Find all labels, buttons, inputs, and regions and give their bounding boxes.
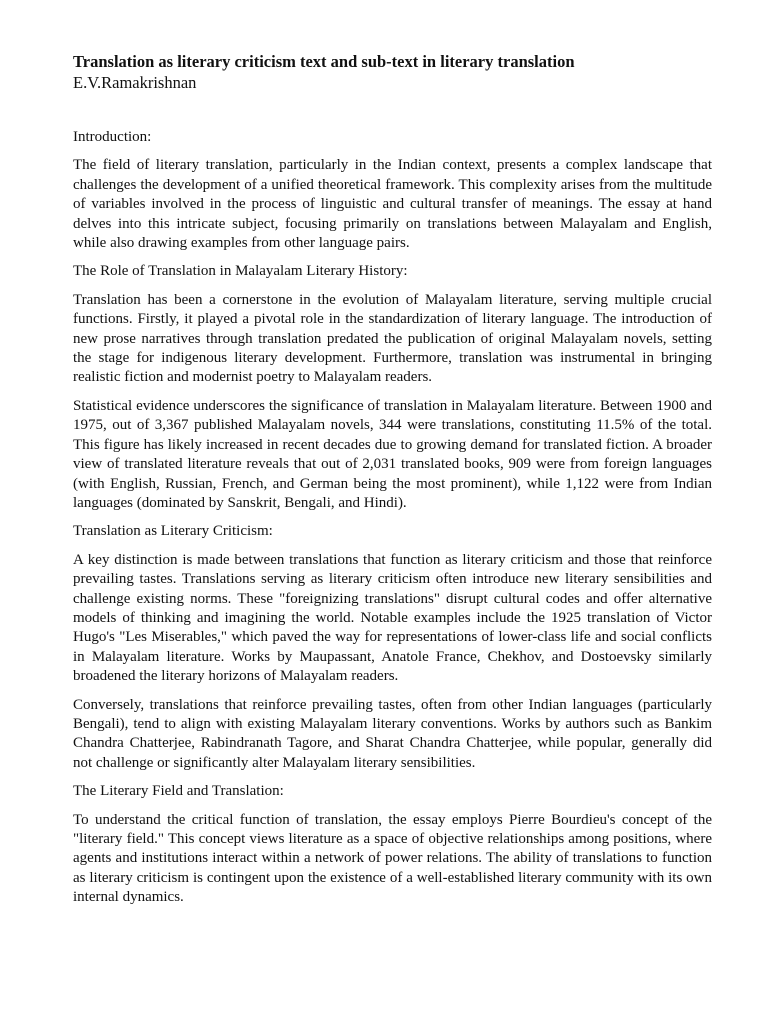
section-role-of-translation bbox=[73, 262, 712, 513]
document-title: Translation as literary criticism text and sub-text in literary translation bbox=[73, 52, 575, 71]
section-heading: Introduction: bbox=[73, 129, 152, 145]
paragraph: Statistical evidence underscores the significance of translation in Malayalam literature. Between 1900 and 1975, out of 3,367 published Malayalam novels, 344 were translations, constituting 11.5% of the total. This figure has likely increased in recent decades due to growing demand for translated fiction. A broader view of translated literature reveals that out of 2,031 translated books, 909 were from foreign languages (with English, Russian, French, and German being the most prominent), while 1,122 were from Indian languages (dominated by Sanskrit, Bengali, and Hindi). bbox=[73, 397, 712, 511]
paragraph: Translation has been a cornerstone in the evolution of Malayalam literature, serving multiple crucial functions. Firstly, it played a pivotal role in the standardization of literary language. The introduction of new prose narratives through translation predated the publication of original Malayalam novels, setting the stage for indigenous literary development. Furthermore, translation was instrumental in bringing realistic fiction and modernist poetry to Malayalam readers. bbox=[73, 291, 712, 386]
paragraph: The field of literary translation, particularly in the Indian context, presents a complex landscape that challenges the development of a unified theoretical framework. This complexity arises from the multitude of variables involved in the process of linguistic and cultural transfer of meanings. The essay at hand delves into this intricate subject, focusing primarily on translations between Malayalam and English, while also drawing examples from other language pairs. bbox=[73, 157, 712, 252]
paragraph: Conversely, translations that reinforce prevailing tastes, often from other Indian languages (particularly Bengali), tend to align with existing Malayalam literary conventions. Works by authors such as Bankim Chandra Chatterjee, Rabindranath Tagore, and Sharat Chandra Chatterjee, while popular, generally did not challenge or significantly alter Malayalam literary sensibilities. bbox=[73, 696, 712, 771]
section-literary-field bbox=[73, 782, 712, 907]
section-heading: Translation as Literary Criticism: bbox=[73, 523, 273, 540]
paragraph: To understand the critical function of translation, the essay employs Pierre Bourdieu's concept of the "literary field." This concept views literature as a space of objective relationships among positions, where agents and institutions interact within a network of power relations. The ability of translations to function as literary criticism is contingent upon the existence of a well-established literary community with its own internal dynamics. bbox=[73, 811, 712, 906]
paragraph: A key distinction is made between translations that function as literary criticism and those that reinforce prevailing tastes. Translations serving as literary criticism often introduce new literary sensibilities and challenge existing norms. These "foreignizing translations" disrupt cultural codes and offer alternative models of thinking and imagining the world. Notable examples include the 1925 translation of Victor Hugo's "Les Miserables," which paved the way for representations of lower-class life and social conflicts in Malayalam literature. Works by Maupassant, Anatole France, Chekhov, and Dostoevsky similarly broadened the literary horizons of Malayalam readers. bbox=[73, 551, 712, 685]
section-heading: The Role of Translation in Malayalam Literary History: bbox=[73, 263, 408, 280]
section-introduction bbox=[73, 128, 712, 253]
document-author: E.V.Ramakrishnan bbox=[73, 73, 197, 92]
section-translation-as-criticism bbox=[73, 522, 712, 773]
document-page bbox=[73, 51, 712, 917]
section-heading: The Literary Field and Translation: bbox=[73, 783, 284, 800]
